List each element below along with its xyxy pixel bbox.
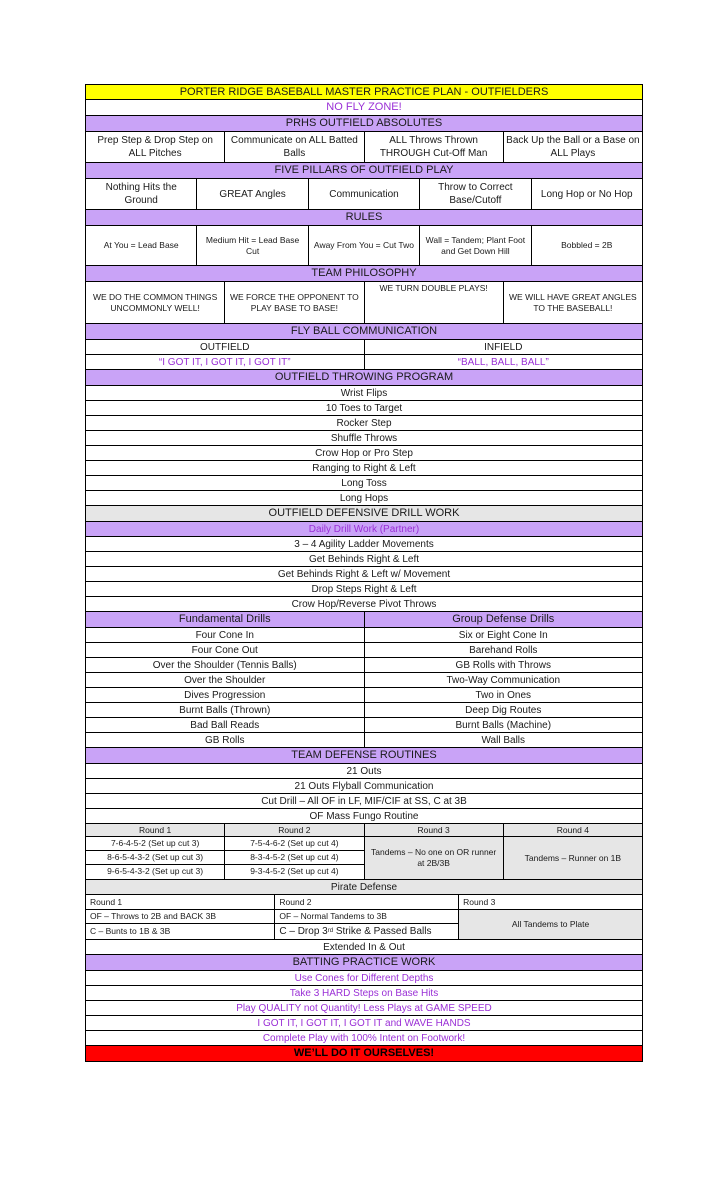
group-drill: Two-Way Communication [365, 673, 644, 687]
pirate-r2-superscript: rd [327, 927, 334, 934]
rule-item: Wall = Tandem; Plant Foot and Get Down Hill [420, 226, 531, 265]
rule-item: Away From You = Cut Two [309, 226, 420, 265]
team-defense-item: Cut Drill – All OF in LF, MIF/CIF at SS, C at 3B [86, 794, 643, 808]
team-defense-item: 21 Outs [86, 764, 643, 778]
fungo-r1-item: 8-6-5-4-3-2 (Set up cut 3) [86, 851, 224, 865]
throwing-header: OUTFIELD THROWING PROGRAM [86, 370, 643, 385]
absolute-item: Prep Step & Drop Step on ALL Pitches [86, 132, 225, 162]
philosophy-header: TEAM PHILOSOPHY [86, 266, 643, 281]
group-drill: Two in Ones [365, 688, 644, 702]
throwing-item: Ranging to Right & Left [86, 461, 643, 475]
rules-header: RULES [86, 210, 643, 225]
group-drill: Six or Eight Cone In [365, 628, 644, 642]
pirate-r2-text-a: C – Drop 3 [279, 925, 328, 937]
throwing-item: Rocker Step [86, 416, 643, 430]
fungo-r2-item: 8-3-4-5-2 (Set up cut 4) [225, 851, 363, 865]
fungo-r2-item: 9-3-4-5-2 (Set up cut 4) [250, 866, 339, 876]
outfield-label: OUTFIELD [86, 340, 365, 354]
pillar-item: Throw to Correct Base/Cutoff [420, 179, 531, 209]
throwing-item: Long Hops [86, 491, 643, 505]
pirate-round-label: Round 2 [275, 895, 459, 909]
fungo-r1-item: 7-6-4-5-2 (Set up cut 3) [86, 837, 224, 851]
pirate-r2-text-b: Strike & Passed Balls [333, 925, 432, 937]
rule-item: Medium Hit = Lead Base Cut [197, 226, 308, 265]
outfield-call: “I GOT IT, I GOT IT, I GOT IT” [86, 355, 365, 369]
throwing-item: Crow Hop or Pro Step [86, 446, 643, 460]
drill-work-item: Get Behinds Right & Left w/ Movement [86, 567, 643, 581]
group-drills-header: Group Defense Drills [365, 612, 644, 627]
pirate-header: Pirate Defense [86, 880, 643, 894]
plan-title: PORTER RIDGE BASEBALL MASTER PRACTICE PLAN - OUTFIELDERS [86, 85, 643, 99]
group-drill: GB Rolls with Throws [365, 658, 644, 672]
throwing-item: Wrist Flips [86, 386, 643, 400]
practice-plan-table [85, 84, 643, 1062]
pirate-r3: All Tandems to Plate [459, 910, 643, 939]
pirate-extended: Extended In & Out [86, 940, 643, 954]
pirate-round-label: Round 3 [459, 895, 643, 909]
throwing-item: Long Toss [86, 476, 643, 490]
group-drill: Burnt Balls (Machine) [365, 718, 644, 732]
absolute-item: ALL Throws Thrown THROUGH Cut-Off Man [365, 132, 504, 162]
philosophy-item: WE DO THE COMMON THINGS UNCOMMONLY WELL! [86, 282, 225, 323]
drill-work-item: 3 – 4 Agility Ladder Movements [86, 537, 643, 551]
group-drill: Deep Dig Routes [365, 703, 644, 717]
fundamental-drill: Dives Progression [86, 688, 365, 702]
philosophy-item: WE TURN DOUBLE PLAYS! [365, 282, 504, 323]
batting-item: I GOT IT, I GOT IT, I GOT IT and WAVE HANDS [86, 1016, 643, 1030]
batting-header: BATTING PRACTICE WORK [86, 955, 643, 970]
group-drill: Wall Balls [365, 733, 644, 747]
infield-label: INFIELD [365, 340, 644, 354]
fungo-round-label: Round 4 [504, 824, 643, 836]
pirate-round-label: Round 1 [86, 895, 275, 909]
fundamental-drill: Four Cone Out [86, 643, 365, 657]
absolute-item: Back Up the Ball or a Base on ALL Plays [504, 132, 643, 162]
fundamental-drill: Four Cone In [86, 628, 365, 642]
fundamental-drill: GB Rolls [86, 733, 365, 747]
batting-item: Complete Play with 100% Intent on Footwork! [86, 1031, 643, 1045]
batting-item: Play QUALITY not Quantity! Less Plays at GAME SPEED [86, 1001, 643, 1015]
fungo-header: OF Mass Fungo Routine [86, 809, 643, 823]
pirate-r1-item: OF – Throws to 2B and BACK 3B [86, 910, 274, 924]
fungo-round-label: Round 3 [365, 824, 504, 836]
pillars-header: FIVE PILLARS OF OUTFIELD PLAY [86, 163, 643, 178]
pillar-item: GREAT Angles [197, 179, 308, 209]
fungo-r3: Tandems – No one on OR runner at 2B/3B [365, 837, 504, 879]
group-drill: Barehand Rolls [365, 643, 644, 657]
throwing-item: 10 Toes to Target [86, 401, 643, 415]
philosophy-item: WE FORCE THE OPPONENT TO PLAY BASE TO BASE! [225, 282, 364, 323]
pirate-r2-item [275, 924, 458, 938]
absolutes-header: PRHS OUTFIELD ABSOLUTES [86, 116, 643, 131]
drill-work-item: Get Behinds Right & Left [86, 552, 643, 566]
fundamental-drills-header: Fundamental Drills [86, 612, 365, 627]
fundamental-drill: Over the Shoulder [86, 673, 365, 687]
pillar-item: Long Hop or No Hop [532, 179, 643, 209]
rule-item: At You = Lead Base [86, 226, 197, 265]
batting-item: Take 3 HARD Steps on Base Hits [86, 986, 643, 1000]
fundamental-drill: Over the Shoulder (Tennis Balls) [86, 658, 365, 672]
throwing-item: Shuffle Throws [86, 431, 643, 445]
pillar-item: Communication [309, 179, 420, 209]
team-defense-item: 21 Outs Flyball Communication [86, 779, 643, 793]
rule-item: Bobbled = 2B [532, 226, 643, 265]
pillar-item: Nothing Hits the Ground [86, 179, 197, 209]
team-defense-header: TEAM DEFENSE ROUTINES [86, 748, 643, 763]
infield-call: “BALL, BALL, BALL” [365, 355, 644, 369]
drill-work-item: Crow Hop/Reverse Pivot Throws [86, 597, 643, 611]
fungo-r1-item: 9-6-5-4-3-2 (Set up cut 3) [107, 866, 204, 876]
motto: NO FLY ZONE! [86, 100, 643, 115]
philosophy-item: WE WILL HAVE GREAT ANGLES TO THE BASEBALL! [504, 282, 643, 323]
absolute-item: Communicate on ALL Batted Balls [225, 132, 364, 162]
fungo-round-label: Round 1 [86, 824, 225, 836]
fundamental-drill: Bad Ball Reads [86, 718, 365, 732]
pirate-r2-item: OF – Normal Tandems to 3B [275, 910, 458, 924]
fungo-r4: Tandems – Runner on 1B [504, 837, 643, 879]
fungo-round-label: Round 2 [225, 824, 364, 836]
communication-header: FLY BALL COMMUNICATION [86, 324, 643, 339]
drill-work-item: Drop Steps Right & Left [86, 582, 643, 596]
drill-work-subheader: Daily Drill Work (Partner) [86, 522, 643, 536]
closing-banner: WE’LL DO IT OURSELVES! [86, 1046, 643, 1061]
batting-item: Use Cones for Different Depths [86, 971, 643, 985]
fungo-r2-item: 7-5-4-6-2 (Set up cut 4) [225, 837, 363, 851]
pirate-r1-item: C – Bunts to 1B & 3B [90, 925, 171, 936]
fundamental-drill: Burnt Balls (Thrown) [86, 703, 365, 717]
drill-work-header: OUTFIELD DEFENSIVE DRILL WORK [86, 506, 643, 521]
